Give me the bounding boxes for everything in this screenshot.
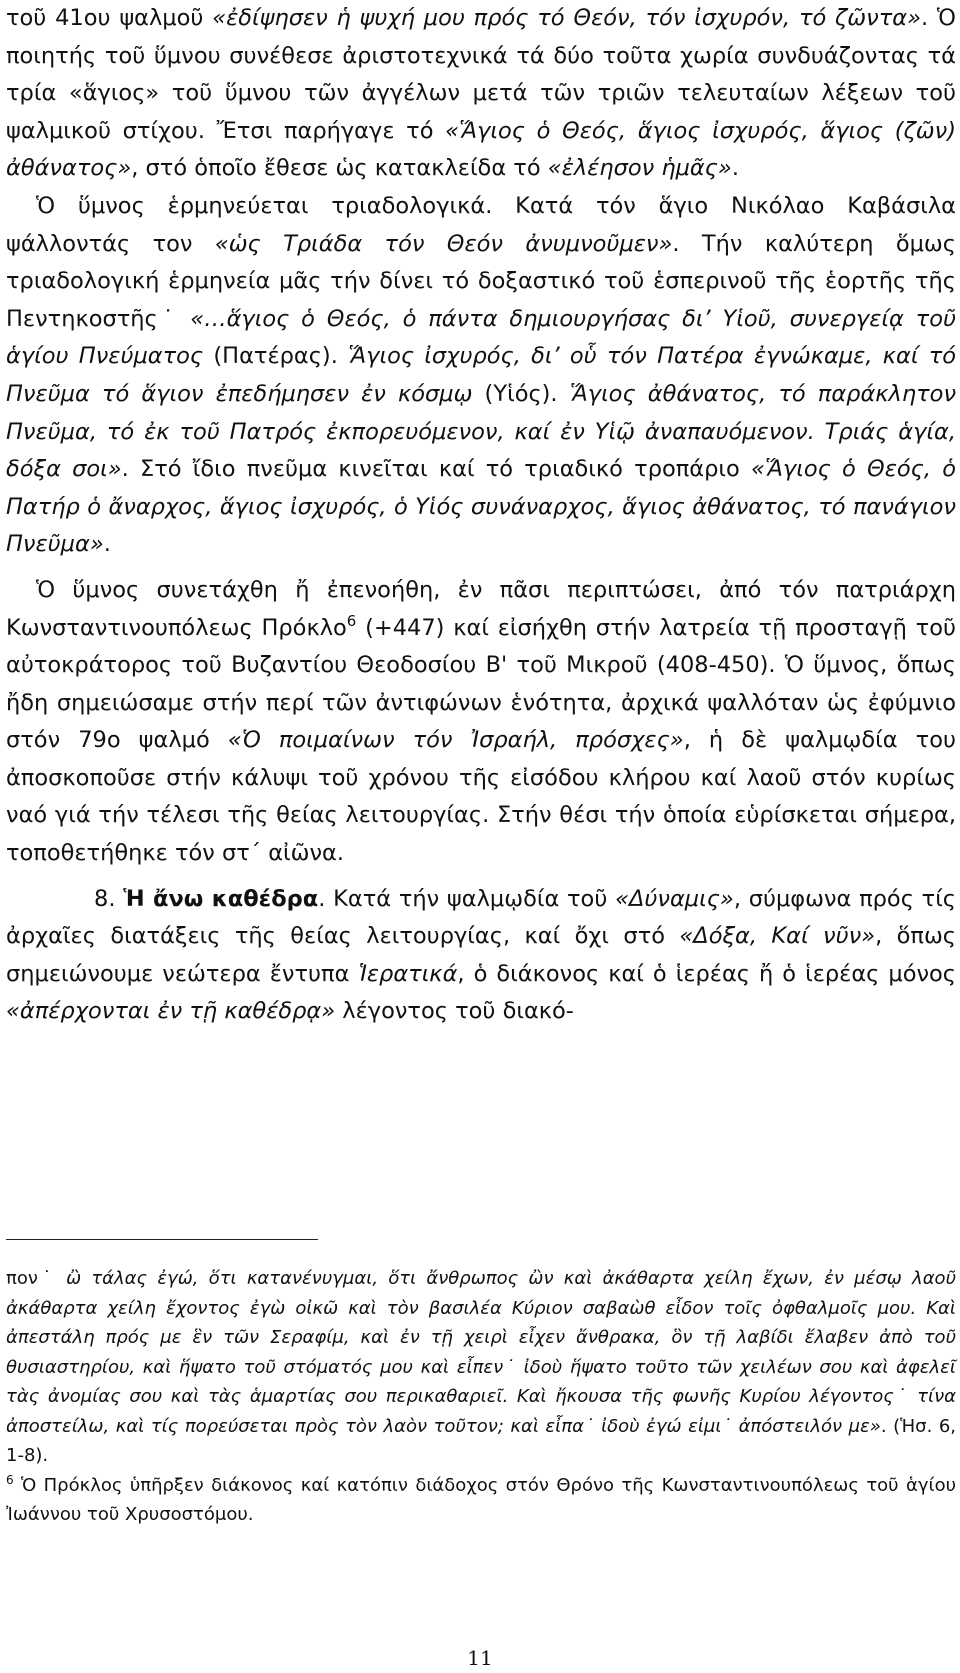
footnote-separator [6,1239,318,1240]
text-run: «…ἅγιος ὁ Θεός, ὁ πάντα δημιουργήσας δι’ Υἱοῦ, συνεργείᾳ τοῦ ἁγίου Πνεύματος [6,305,956,370]
section-heading: Ἡ ἄνω καθέδρα [123,885,319,912]
footnote-ref: 6 [346,611,357,630]
text-run: (Πατέρας). [203,343,349,370]
text-run: . (Ἡσ. 6, 1-8). [6,1415,956,1466]
text-run: , ὁ διάκονος καί ὁ ἱερέας ἤ ὁ ἱερέας μόνος [457,960,957,987]
main-text [6,0,956,1031]
text-run: , στό ὁποῖο ἔθεσε ὡς κατακλείδα τό [131,155,548,182]
text-run: «ἐδίψησεν ἡ ψυχή μου πρός τό Θεόν, τόν ἰσχυρόν, τό ζῶντα» [212,5,921,31]
text-run: . Ὁ ποιητής τοῦ ὕμνου συνέθεσε ἀριστοτεχνικά τά δύο τοῦτα χωρία συνδυάζοντας τά τρία «ἅγιος» τοῦ ὕμνου τῶν ἀγγέλων μετά τῶν τριῶν τελευταίων λέξεων τοῦ ψαλμικοῦ στίχου. Ἔτσι παρήγαγε τό [6,5,956,144]
paragraph-p2 [6,188,956,564]
text-run: . Κατά τήν ψαλμῳδία τοῦ [318,885,616,912]
text-run: λέγοντος τοῦ διακό- [335,998,574,1025]
text-run: , ἡ δὲ ψαλμῳδία του ἀποσκοποῦσε στήν κάλυψι τοῦ χρόνου τῆς εἰσόδου κλήρου καί λαοῦ στόν κυρίως ναό γιά τήν τέλεσι τῆς θείας λειτουργίας. Στήν θέσι τήν ὁποία εὑρίσκεται σήμερα, τοποθετήθηκε τόν στ΄ αἰῶνα. [6,727,956,867]
text-run: Ὁ ὕμνος συνετάχθη ἤ ἐπενοήθη, ἐν πᾶσι περιπτώσει, ἀπό τόν πατριάρχη Κωνσταντινουπόλεως Πρόκλο [6,576,956,641]
text-run: (+447) καί εἰσήχθη στήν λατρεία τῇ προσταγῇ τοῦ αὐτοκράτορος τοῦ Βυζαντίου Θεοδοσίου Β' τοῦ Μικροῦ (408-450). Ὁ ὕμνος, ὅπως ἤδη σημειώσαμε στήν περί τῶν ἀντιφώνων ἑνότητα, ἀρχικά ψαλλόταν ὡς ἐφύμνιο στόν 79ο ψαλμό [6,614,956,754]
paragraph-p3 [6,572,956,873]
text-run: . Τήν καλύτερη ὅμως τριαδολογική ἑρμηνεία μᾶς τήν δίνει τό δοξαστικό τοῦ ἑσπερινοῦ τῆς ἑορτῆς τῆς Πεντηκοστῆς˙ [6,230,956,332]
text-run: «Ἅγιος ὁ Θεός, ἅγιος ἰσχυρός, ἅγιος (ζῶν) ἀθάνατος» [6,117,956,182]
text-run: Ἅγιος ἰσχυρός, δι’ οὗ τόν Πατέρα ἐγνώκαμε, καί τό Πνεῦμα τό ἅγιον ἐπεδήμησεν ἐν κόσμῳ [6,343,957,407]
page-number: 11 [467,1646,493,1670]
text-run: (Υἱός). [472,380,570,407]
text-run: . [731,155,739,182]
paragraph-p1 [6,0,956,188]
footnotes [6,1264,956,1530]
text-run: «Ὁ ποιμαίνων τόν Ἰσραήλ, πρόσχες» [227,727,684,754]
text-run: τοῦ 41ου ψαλμοῦ [6,5,213,31]
text-run: «Δύναμις» [615,885,734,912]
footnote-fn-cont [6,1264,956,1471]
footnote-fn-6 [6,1471,956,1530]
text-run: 8. [94,885,124,912]
text-run: Ὁ ὕμνος ἑρμηνεύεται τριαδολογικά. Κατά τόν ἅγιο Νικόλαο Καβάσιλα ψάλλοντάς τον [6,192,956,257]
text-run: . [103,531,111,558]
text-run: Ἅγιος ἀθάνατος, τό παράκλητον Πνεῦμα, τό ἐκ τοῦ Πατρός ἐκπορευόμενον, καί ἐν Υἱῷ ἀναπαυόμενον. Τριάς ἁγία, δόξα σοι» [6,380,957,483]
text-run: «Δόξα, Καί νῦν» [679,923,876,950]
text-run: Ὁ Πρόκλος ὑπῆρξεν διάκονος καί κατόπιν διάδοχος στόν Θρόνο τῆς Κωνσταντινουπόλεως τοῦ ἁγίου Ἰωάννου τοῦ Χρυσοστόμου. [6,1474,956,1525]
text-run: ὢ τάλας ἐγώ, ὅτι κατανένυγμαι, ὅτι ἄνθρωπος ὢν καὶ ἀκάθαρτα χείλη ἔχων, ἐν μέσῳ λαοῦ ἀκάθαρτα χείλη ἔχοντος ἐγὼ οἰκῶ καὶ τὸν βασιλέα Κύριον σαβαὼθ εἶδον τοῖς ὀφθαλμοῖς μου. Καὶ ἀπεστάλη πρός με ἓν τῶν Σεραφίμ, καὶ ἐν τῇ χειρὶ εἶχεν ἄνθρακα, ὃν τῇ λαβίδι ἔλαβεν ἀπὸ τοῦ θυσιαστηρίου, καὶ ἥψατο τοῦ στόματός μου καὶ εἶπεν˙ ἰδοὺ ἥψατο τοῦτο τῶν χειλέων σου καὶ ἀφελεῖ τὰς ἀνομίας σου καὶ τὰς ἁμαρτίας σου περικαθαριεῖ. Καὶ ἤκουσα τῆς φωνῆς Κυρίου λέγοντος˙ τίνα ἀποστείλω, καὶ τίς πορεύσεται πρὸς τὸν λαὸν τοῦτον; καὶ εἶπα˙ ἰδοὺ ἐγώ εἰμι˙ ἀπόστειλόν με» [6,1268,956,1437]
text-run: «Ἅγιος ὁ Θεός, ὁ Πατήρ ὁ ἄναρχος, ἅγιος ἰσχυρός, ὁ Υἱός συνάναρχος, ἅγιος ἀθάνατος, τό πανάγιον Πνεῦμα» [6,456,956,558]
text-run: «ἐλέησον ἡμᾶς» [547,155,732,182]
text-run: , σύμφωνα πρός τίς ἀρχαῖες διατάξεις τῆς θείας λειτουργίας, καί ὄχι στό [6,885,957,950]
text-run: πον˙ [6,1268,67,1289]
text-run: Ἱερατικά [358,960,458,987]
paragraph-p4 [6,881,956,1031]
text-run: «ὡς Τριάδα τόν Θεόν ἀνυμνοῦμεν» [214,230,673,257]
text-run: . Στό ἴδιο πνεῦμα κινεῖται καί τό τριαδικό τροπάριο [121,456,751,483]
text-run: , ὅπως σημειώνουμε νεώτερα ἔντυπα [6,923,957,987]
footnote-ref: 6 [6,1472,14,1487]
text-run: «ἀπέρχονται ἐν τῇ καθέδρᾳ» [6,998,336,1025]
